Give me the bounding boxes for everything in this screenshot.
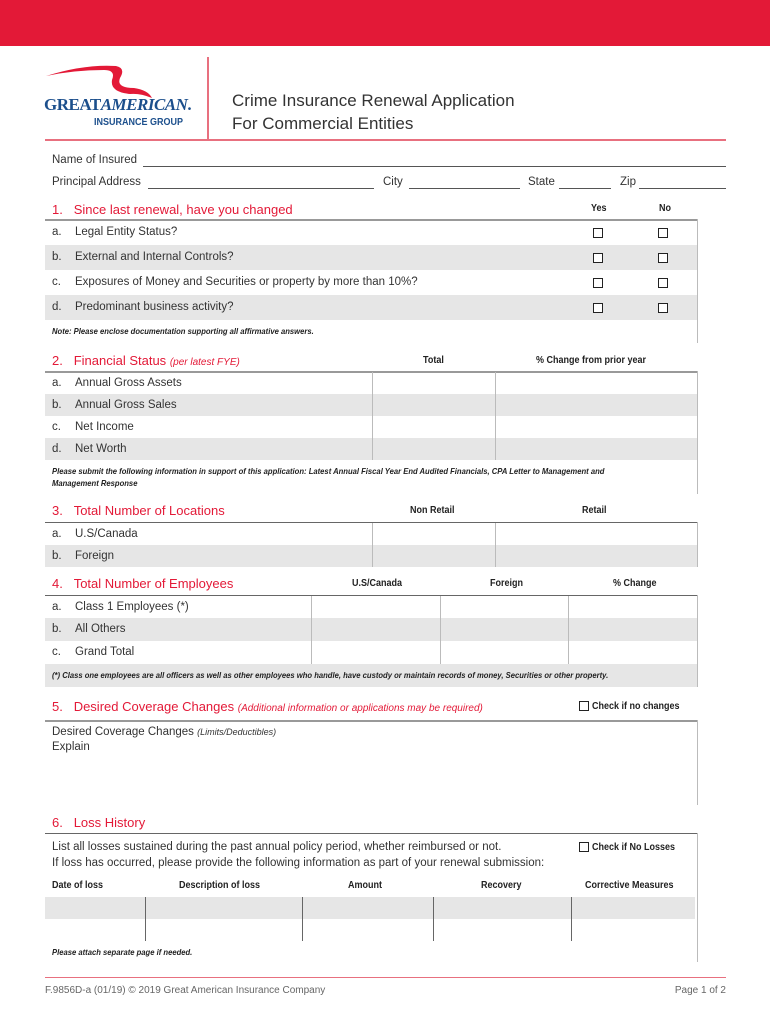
top-banner xyxy=(0,0,770,46)
row-label: Annual Gross Assets xyxy=(75,376,182,389)
row-label: Grand Total xyxy=(75,646,135,658)
row-label: Foreign xyxy=(75,549,114,562)
section-6-heading xyxy=(52,815,145,830)
section-title: Since last renewal, have you changed xyxy=(73,202,293,217)
section-2-rule xyxy=(45,371,697,373)
section-1-right-border xyxy=(697,219,698,343)
section-2-heading xyxy=(52,353,240,368)
desired-coverage-label xyxy=(52,726,276,738)
row-label: Annual Gross Sales xyxy=(75,398,177,411)
amount-header: Amount xyxy=(348,880,383,891)
row-shade xyxy=(45,545,697,567)
section-6-note: Please attach separate page if needed. xyxy=(52,947,193,957)
section-6-rule xyxy=(45,833,697,834)
row-letter: a. xyxy=(52,601,62,613)
header-divider-vertical xyxy=(207,57,209,140)
description-header: Description of loss xyxy=(179,880,261,891)
form-number: F.9856D-a (01/19) © 2019 Great American Insurance Company xyxy=(45,985,326,996)
page-number: Page 1 of 2 xyxy=(674,985,726,996)
section-4-note: (*) Class one employees are all officers as well as other employees who handle, have custody or maintain records of money, Securities or other property. xyxy=(52,670,609,680)
yes-checkbox[interactable] xyxy=(593,253,603,263)
section-1-rule xyxy=(45,219,697,221)
column-divider xyxy=(372,523,373,567)
name-of-insured-label: Name of Insured xyxy=(52,154,138,166)
no-losses-label: Check if No Losses xyxy=(592,842,676,853)
section-number: 5. xyxy=(52,699,63,714)
section-number: 3. xyxy=(52,503,63,518)
state-field[interactable] xyxy=(559,188,611,189)
no-changes-checkbox[interactable] xyxy=(579,701,589,711)
retail-column-header: Retail xyxy=(582,505,607,516)
column-divider xyxy=(433,897,434,941)
row-letter: c. xyxy=(52,646,61,658)
section-5-right-border xyxy=(697,720,698,805)
section-title: Total Number of Locations xyxy=(73,503,225,518)
explain-label: Explain xyxy=(52,741,90,753)
header-divider xyxy=(45,139,726,141)
loss-row[interactable] xyxy=(45,897,695,919)
yes-column-header: Yes xyxy=(591,203,607,214)
section-4-right-border xyxy=(697,595,698,687)
column-divider xyxy=(568,596,569,664)
date-of-loss-header: Date of loss xyxy=(52,880,104,891)
row-label: Predominant business activity? xyxy=(75,301,234,313)
name-of-insured-field[interactable] xyxy=(143,166,726,167)
footer-divider xyxy=(45,977,726,978)
section-2-note-cont: Management Response xyxy=(52,478,138,488)
total-column-header: Total xyxy=(423,355,444,366)
city-label: City xyxy=(383,176,403,188)
row-letter: d. xyxy=(52,442,62,455)
field-sublabel: (Limits/Deductibles) xyxy=(197,727,277,737)
section-3-rule xyxy=(45,522,697,523)
non-retail-column-header: Non Retail xyxy=(410,505,455,516)
change-column-header: % Change xyxy=(613,578,657,589)
change-column-header: % Change from prior year xyxy=(536,355,647,366)
row-label: All Others xyxy=(75,623,126,635)
city-field[interactable] xyxy=(409,188,520,189)
row-letter: d. xyxy=(52,301,62,313)
section-subtitle: (Additional information or applications may be required) xyxy=(237,703,483,714)
section-title: Desired Coverage Changes xyxy=(73,699,235,714)
zip-field[interactable] xyxy=(639,188,726,189)
row-label: Net Worth xyxy=(75,442,127,455)
recovery-header: Recovery xyxy=(481,880,522,891)
section-title: Loss History xyxy=(73,815,146,830)
section-title: Financial Status xyxy=(73,353,167,368)
page-title: Crime Insurance Renewal Application xyxy=(232,91,515,110)
us-canada-column-header: U.S/Canada xyxy=(352,578,403,589)
section-5-rule xyxy=(45,720,697,722)
section-3-right-border xyxy=(697,522,698,567)
row-letter: b. xyxy=(52,623,62,635)
foreign-column-header: Foreign xyxy=(490,578,524,589)
row-letter: b. xyxy=(52,549,62,562)
row-label: External and Internal Controls? xyxy=(75,251,234,263)
row-letter: b. xyxy=(52,251,62,263)
section-4-heading xyxy=(52,576,233,591)
zip-label: Zip xyxy=(620,176,636,188)
no-checkbox[interactable] xyxy=(658,253,668,263)
section-number: 2. xyxy=(52,353,63,368)
section-number: 6. xyxy=(52,815,63,830)
row-letter: c. xyxy=(52,420,61,433)
column-divider xyxy=(495,523,496,567)
loss-instructions: List all losses sustained during the past annual policy period, whether reimbursed or not. xyxy=(52,841,502,853)
no-checkbox[interactable] xyxy=(658,278,668,288)
company-logo: GREATAMERICAN. INSURANCE GROUP xyxy=(44,62,189,134)
row-label: Class 1 Employees (*) xyxy=(75,601,189,613)
page-subtitle: For Commercial Entities xyxy=(232,114,414,133)
row-letter: a. xyxy=(52,527,62,540)
loss-instructions-cont: If loss has occurred, please provide the following information as part of your renewal submission: xyxy=(52,857,545,869)
section-4-rule xyxy=(45,595,697,596)
column-divider xyxy=(302,897,303,941)
column-divider xyxy=(145,897,146,941)
row-shade xyxy=(45,618,697,641)
principal-address-field[interactable] xyxy=(148,188,374,189)
principal-address-label: Principal Address xyxy=(52,176,141,188)
row-label: U.S/Canada xyxy=(75,527,138,540)
section-title: Total Number of Employees xyxy=(73,576,234,591)
section-number: 4. xyxy=(52,576,63,591)
no-column-header: No xyxy=(659,203,672,214)
section-2-right-border xyxy=(697,371,698,494)
corrective-measures-header: Corrective Measures xyxy=(585,880,674,891)
row-label: Net Income xyxy=(75,420,134,433)
no-losses-checkbox[interactable] xyxy=(579,842,589,852)
no-checkbox[interactable] xyxy=(658,228,668,238)
yes-checkbox[interactable] xyxy=(593,278,603,288)
state-label: State xyxy=(528,176,555,188)
row-shade xyxy=(45,438,697,460)
section-6-right-border xyxy=(697,833,698,962)
row-letter: b. xyxy=(52,398,62,411)
column-divider xyxy=(495,372,496,460)
section-2-note: Please submit the following information in support of this application: Latest Annual Fiscal Year End Audited Financials, CPA Letter to Management and xyxy=(52,466,605,476)
no-checkbox[interactable] xyxy=(658,303,668,313)
section-1-note: Note: Please enclose documentation supporting all affirmative answers. xyxy=(52,326,314,336)
section-1-heading xyxy=(52,202,293,217)
loss-row[interactable] xyxy=(45,919,695,941)
section-number: 1. xyxy=(52,202,63,217)
yes-checkbox[interactable] xyxy=(593,303,603,313)
row-label: Exposures of Money and Securities or property by more than 10%? xyxy=(75,276,418,288)
column-divider xyxy=(571,897,572,941)
yes-checkbox[interactable] xyxy=(593,228,603,238)
column-divider xyxy=(311,596,312,664)
row-letter: a. xyxy=(52,226,62,238)
section-3-heading xyxy=(52,503,225,518)
field-label: Desired Coverage Changes xyxy=(52,726,194,738)
column-divider xyxy=(372,372,373,460)
column-divider xyxy=(440,596,441,664)
row-letter: a. xyxy=(52,376,62,389)
no-changes-label: Check if no changes xyxy=(592,701,680,712)
row-letter: c. xyxy=(52,276,61,288)
section-subtitle: (per latest FYE) xyxy=(169,357,240,368)
row-label: Legal Entity Status? xyxy=(75,226,178,238)
section-5-heading xyxy=(52,699,483,714)
explain-field[interactable] xyxy=(52,756,692,801)
